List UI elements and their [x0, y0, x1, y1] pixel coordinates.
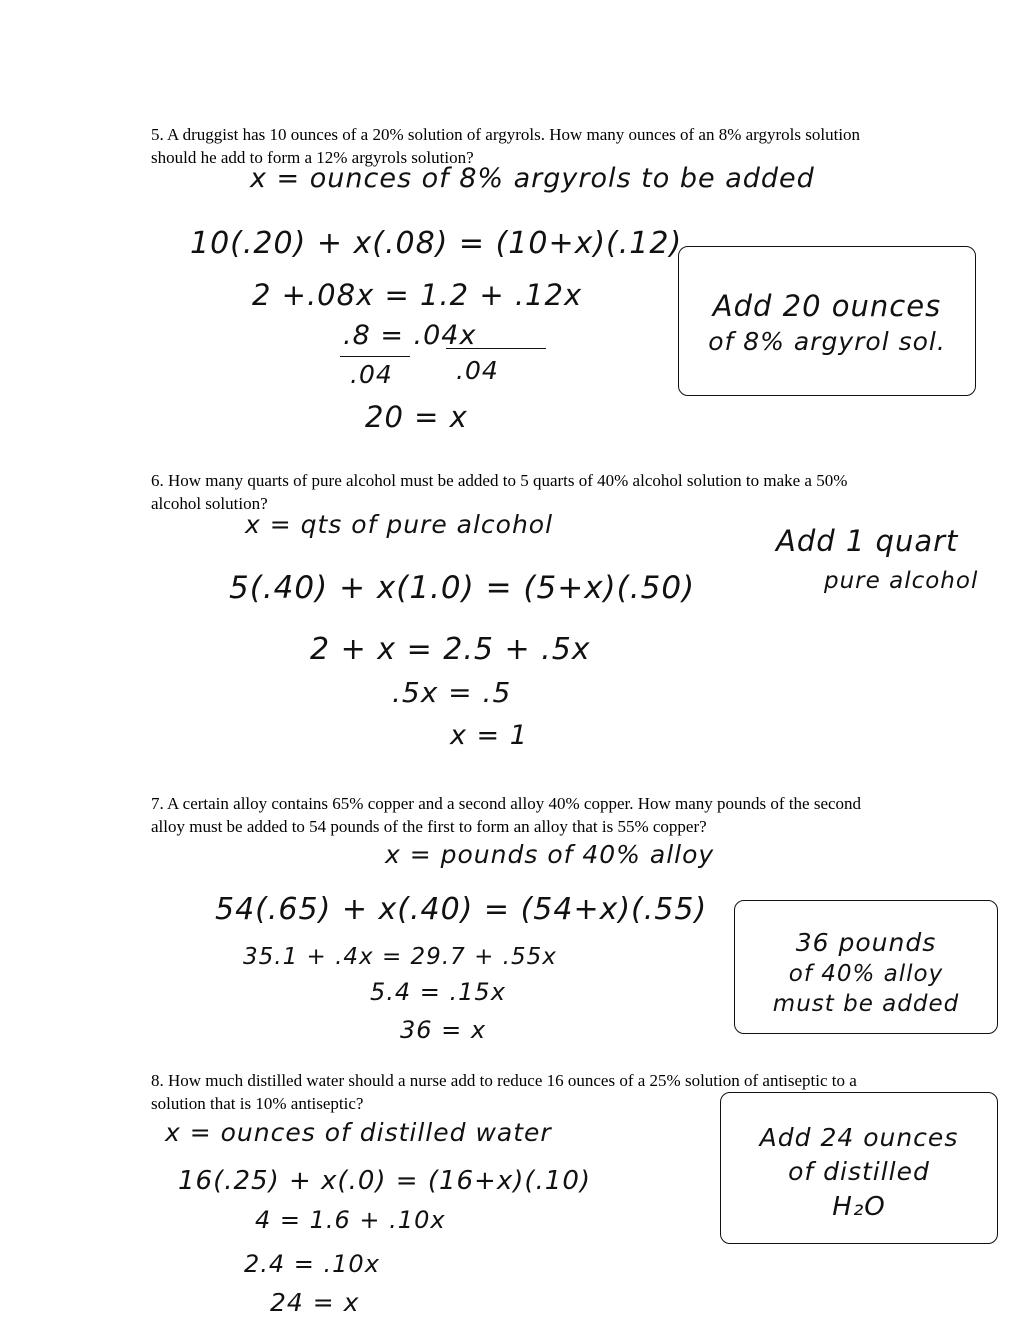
problem-5-divisor-right: .04: [456, 356, 499, 385]
problem-6-step-1: 2 + x = 2.5 + .5x: [310, 632, 591, 667]
problem-8-equation: 16(.25) + x(.0) = (16+x)(.10): [178, 1166, 592, 1196]
problem-5-text: 5. A druggist has 10 ounces of a 20% solution of argyrols. How many ounces of an 8% argyrols solution should he add to form a 12% argyrols solution?: [151, 125, 861, 167]
problem-8-answer-line-3: H₂O: [832, 1192, 886, 1222]
problem-7-answer-line-3: must be added: [772, 991, 960, 1017]
problem-7-answer-box: [734, 900, 998, 1034]
problem-8-answer-line-2: of distilled: [788, 1157, 930, 1186]
problem-6-variable-definition: x = qts of pure alcohol: [245, 510, 554, 539]
problem-5-answer-box: [678, 246, 976, 396]
problem-7-answer-line-1: 36 pounds: [795, 928, 937, 957]
problem-6-equation: 5(.40) + x(1.0) = (5+x)(.50): [229, 570, 696, 606]
problem-8-answer-box: [720, 1092, 998, 1244]
problem-6-answer-line-1: Add 1 quart: [776, 524, 959, 558]
problem-6-step-2: .5x = .5: [392, 676, 512, 709]
problem-7-step-1: 35.1 + .4x = 29.7 + .55x: [243, 944, 557, 970]
problem-7-step-2: 5.4 = .15x: [370, 978, 506, 1006]
problem-8-answer-line-1: Add 24 ounces: [759, 1123, 959, 1152]
problem-8-result: 24 = x: [270, 1288, 360, 1317]
problem-5-divisor-left: .04: [350, 360, 393, 389]
problem-7-answer-line-2: of 40% alloy: [788, 961, 944, 987]
problem-8-text: 8. How much distilled water should a nurse add to reduce 16 ounces of a 25% solution of antiseptic to a solution that is 10% antiseptic?: [151, 1071, 857, 1113]
problem-7-text: 7. A certain alloy contains 65% copper and a second alloy 40% copper. How many pounds of the second alloy must be added to 54 pounds of the first to form an alloy that is 55% copper?: [151, 794, 862, 836]
problem-5-answer-line-2: of 8% argyrol sol.: [708, 327, 946, 356]
problem-6-answer-line-2: pure alcohol: [824, 568, 979, 594]
problem-5-fraction-bar-right: [446, 348, 546, 349]
problem-7-result: 36 = x: [400, 1016, 487, 1044]
problem-7-equation: 54(.65) + x(.40) = (54+x)(.55): [215, 892, 708, 927]
problem-5-answer-line-1: Add 20 ounces: [712, 289, 942, 323]
problem-8-step-1: 4 = 1.6 + .10x: [255, 1206, 446, 1234]
problem-6-text: 6. How many quarts of pure alcohol must be added to 5 quarts of 40% alcohol solution to make a 50% alcohol solution?: [151, 471, 848, 513]
problem-8-step-2: 2.4 = .10x: [244, 1250, 380, 1278]
problem-5-fraction-bar-left: [340, 356, 410, 357]
problem-6-result: x = 1: [450, 720, 528, 751]
problem-5-step-2: .8 = .04x: [343, 320, 477, 351]
problem-5-result: 20 = x: [365, 400, 468, 434]
problem-8-variable-definition: x = ounces of distilled water: [165, 1118, 552, 1147]
problem-5-equation: 10(.20) + x(.08) = (10+x)(.12): [190, 226, 683, 261]
problem-5-variable-definition: x = ounces of 8% argyrols to be added: [250, 163, 815, 194]
problem-5-step-1: 2 +.08x = 1.2 + .12x: [252, 278, 583, 312]
problem-7-variable-definition: x = pounds of 40% alloy: [385, 840, 715, 869]
